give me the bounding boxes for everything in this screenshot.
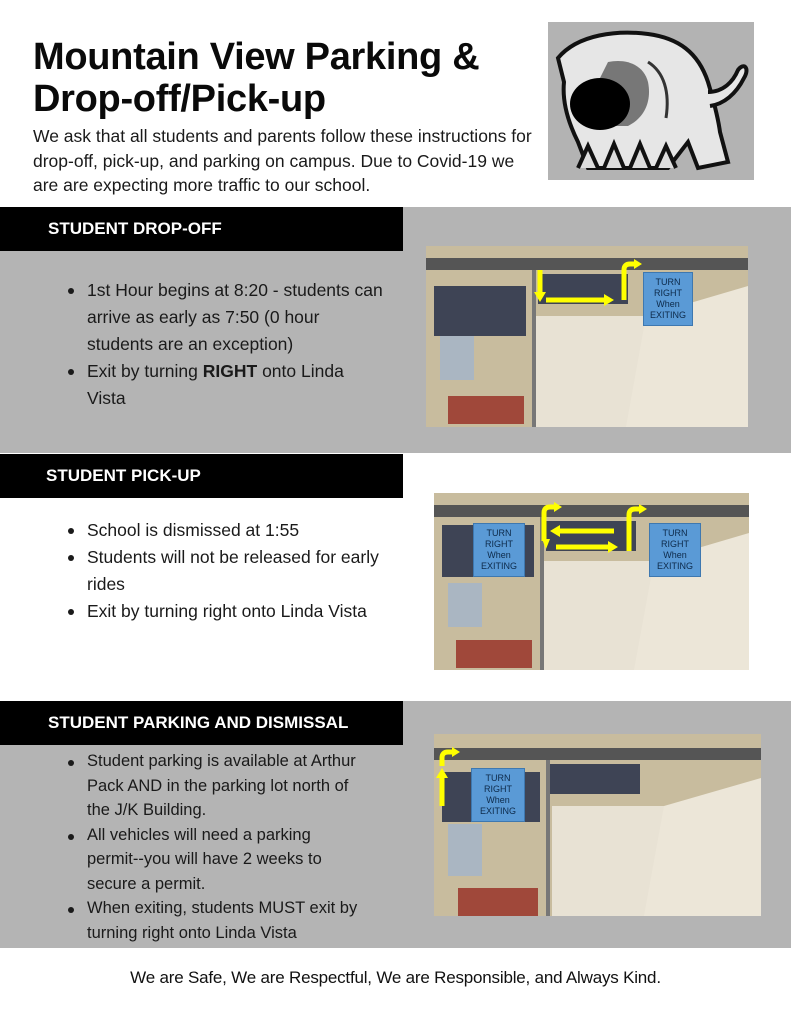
turn-right-callout: TURN RIGHT When EXITING: [649, 523, 701, 577]
turn-right-callout: TURN RIGHT When EXITING: [471, 768, 525, 822]
section-drop-off: [0, 207, 791, 453]
intro-paragraph: We ask that all students and parents follow these instructions for drop-off, pick-up, and parking on campus. Due to Covid-19 we are are expecting more traffic to our school.: [33, 126, 532, 195]
list-item: School is dismissed at 1:55: [66, 517, 396, 544]
list-item: Student parking is available at Arthur Pack AND in the parking lot north of the J/K Building.: [66, 749, 366, 823]
list-item: All vehicles will need a parking permit--you will have 2 weeks to secure a permit.: [66, 823, 366, 897]
section-heading: STUDENT DROP-OFF: [0, 207, 403, 251]
title-line-1: Mountain View Parking &: [33, 36, 480, 78]
list-item: 1st Hour begins at 8:20 - students can arrive as early as 7:50 (0 hour students are an exception): [66, 277, 386, 358]
campus-aerial-map: [434, 734, 761, 916]
section-heading: STUDENT PICK-UP: [0, 454, 403, 498]
bullet-list: [66, 749, 366, 945]
turn-right-callout: TURN RIGHT When EXITING: [473, 523, 525, 577]
footer-motto: We are Safe, We are Respectful, We are Responsible, and Always Kind.: [130, 968, 661, 987]
panther-mascot-image: [548, 22, 754, 180]
panther-icon: [548, 22, 754, 180]
list-item: When exiting, students MUST exit by turning right onto Linda Vista: [66, 896, 366, 945]
section-parking-dismissal: [0, 701, 791, 948]
turn-right-callout: TURN RIGHT When EXITING: [643, 272, 693, 326]
campus-aerial-map: [434, 493, 749, 670]
list-item: Students will not be released for early rides: [66, 544, 396, 598]
title-line-2: Drop-off/Pick-up: [33, 78, 326, 120]
page-title: [33, 36, 479, 120]
bullet-list: [66, 517, 396, 625]
section-pick-up: [0, 453, 791, 701]
list-item: Exit by turning right onto Linda Vista: [66, 598, 396, 625]
bullet-list: [66, 277, 386, 412]
list-item: Exit by turning RIGHT onto Linda Vista: [66, 358, 386, 412]
campus-aerial-map: [426, 246, 748, 427]
section-heading: STUDENT PARKING AND DISMISSAL: [0, 701, 403, 745]
